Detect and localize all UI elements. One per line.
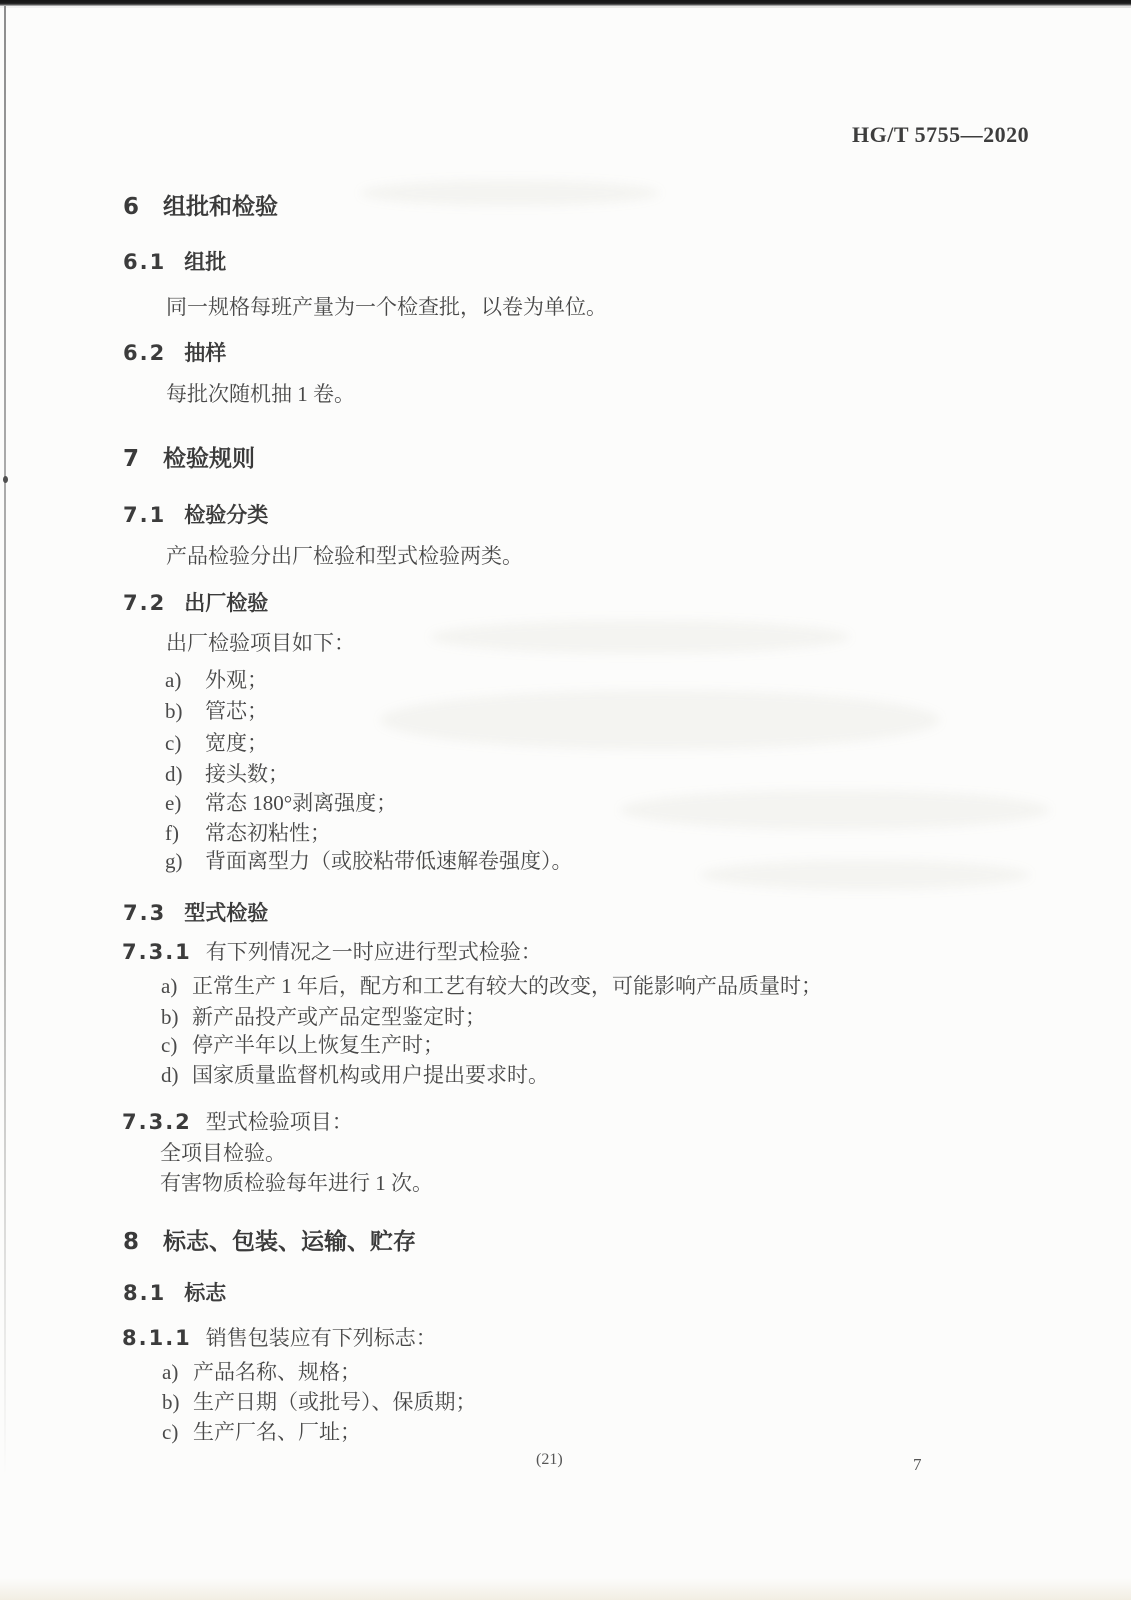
list-marker: f) — [165, 821, 179, 845]
section-title: 检验分类 — [184, 503, 269, 527]
list-text: 常态初粘性； — [205, 821, 331, 845]
list-marker: b) — [162, 1390, 180, 1414]
scan-edge-left — [4, 6, 6, 1476]
list-item-7-2-f — [165, 821, 331, 846]
section-title: 组批和检验 — [163, 194, 279, 220]
section-heading-7-3-2 — [122, 1110, 353, 1135]
list-text: 新产品投产或产品定型鉴定时； — [192, 1005, 486, 1029]
paragraph-7-1: 产品检验分出厂检验和型式检验两类。 — [166, 544, 523, 568]
section-title: 检验规则 — [163, 446, 256, 472]
section-heading-7 — [123, 446, 255, 473]
list-item-7-2-b — [165, 699, 268, 724]
section-number: 7.3 — [123, 901, 167, 925]
section-number: 6.2 — [123, 341, 167, 365]
list-item-8-1-1-a — [162, 1360, 361, 1385]
section-title: 出厂检验 — [184, 591, 269, 615]
list-marker: a) — [165, 668, 182, 692]
page-number: 7 — [913, 1455, 922, 1474]
section-number: 7 — [123, 446, 140, 472]
section-number: 8 — [123, 1229, 140, 1255]
list-item-7-3-1-b — [161, 1005, 486, 1030]
list-text: 常态 180°剥离强度； — [205, 791, 398, 815]
section-title: 型式检验项目： — [205, 1110, 353, 1134]
list-marker: c) — [165, 731, 182, 755]
list-item-7-3-1-a — [161, 974, 822, 999]
list-item-7-2-g — [165, 849, 573, 874]
section-number: 7.2 — [123, 591, 167, 615]
list-marker: a) — [161, 974, 178, 998]
list-text: 外观； — [205, 668, 268, 692]
list-marker: g) — [165, 849, 183, 873]
section-title: 组批 — [184, 250, 227, 274]
section-heading-7-3 — [123, 901, 268, 926]
paragraph-7-2-intro: 出厂检验项目如下： — [166, 631, 355, 655]
section-heading-7-3-1 — [122, 940, 542, 965]
doc-code: HG/T 5755—2020 — [852, 122, 1030, 147]
scan-speck — [3, 476, 8, 483]
section-title: 销售包装应有下列标志： — [205, 1326, 437, 1350]
list-item-8-1-1-b — [162, 1390, 477, 1415]
section-heading-8-1-1 — [122, 1326, 437, 1351]
section-title: 标志 — [184, 1281, 227, 1305]
list-marker: d) — [165, 762, 183, 786]
section-title: 标志、包装、运输、贮存 — [163, 1229, 417, 1255]
section-heading-6-1 — [123, 250, 226, 275]
list-marker: b) — [161, 1005, 179, 1029]
list-marker: c) — [162, 1420, 179, 1444]
paragraph-7-3-2-a: 全项目检验。 — [160, 1141, 286, 1165]
list-text: 背面离型力（或胶粘带低速解卷强度）。 — [205, 849, 573, 873]
bleed-through-smudge — [620, 790, 1050, 830]
section-number: 7.1 — [123, 503, 167, 527]
paragraph-7-3-2-b: 有害物质检验每年进行 1 次。 — [160, 1171, 433, 1195]
section-number: 6.1 — [123, 250, 167, 274]
list-text: 生产厂名、厂址； — [193, 1420, 361, 1444]
list-marker: b) — [165, 699, 183, 723]
section-title: 型式检验 — [184, 901, 269, 925]
section-number: 8.1.1 — [122, 1326, 192, 1350]
list-text: 管芯； — [205, 699, 268, 723]
list-text: 停产半年以上恢复生产时； — [192, 1033, 444, 1057]
list-item-7-2-a — [165, 668, 268, 693]
section-heading-7-1 — [123, 503, 268, 528]
section-heading-8 — [123, 1229, 416, 1256]
list-item-7-2-c — [165, 731, 268, 756]
list-marker: e) — [165, 791, 182, 815]
section-number: 7.3.2 — [122, 1110, 192, 1134]
bleed-through-smudge — [380, 690, 940, 750]
list-marker: d) — [161, 1063, 179, 1087]
list-text: 宽度； — [205, 731, 268, 755]
section-number: 7.3.1 — [122, 940, 192, 964]
bleed-through-smudge — [360, 180, 660, 206]
footer-note: (21) — [536, 1451, 563, 1468]
section-heading-8-1 — [123, 1281, 226, 1306]
list-text: 接头数； — [205, 762, 289, 786]
section-title: 有下列情况之一时应进行型式检验： — [205, 940, 542, 964]
section-number: 8.1 — [123, 1281, 167, 1305]
list-item-7-3-1-c — [161, 1033, 444, 1058]
scan-bottom-tint — [0, 1578, 1131, 1600]
bleed-through-smudge — [430, 620, 850, 654]
list-item-7-2-d — [165, 762, 289, 787]
list-marker: a) — [162, 1360, 179, 1384]
section-heading-7-2 — [123, 591, 268, 616]
list-item-7-3-1-d — [161, 1063, 549, 1088]
bleed-through-smudge — [700, 860, 1030, 890]
scan-edge-top-highlight — [0, 6, 1131, 8]
list-item-8-1-1-c — [162, 1420, 361, 1445]
section-heading-6 — [123, 194, 278, 221]
list-text: 产品名称、规格； — [193, 1360, 361, 1384]
list-text: 国家质量监督机构或用户提出要求时。 — [192, 1063, 549, 1087]
list-item-7-2-e — [165, 791, 397, 816]
list-marker: c) — [161, 1033, 178, 1057]
list-text: 生产日期（或批号）、保质期； — [193, 1390, 477, 1414]
section-heading-6-2 — [123, 341, 226, 366]
paragraph-6-2: 每批次随机抽 1 卷。 — [166, 382, 355, 406]
list-text: 正常生产 1 年后，配方和工艺有较大的改变，可能影响产品质量时； — [192, 974, 822, 998]
section-number: 6 — [123, 194, 140, 220]
paragraph-6-1: 同一规格每班产量为一个检查批，以卷为单位。 — [166, 295, 607, 319]
section-title: 抽样 — [184, 341, 227, 365]
